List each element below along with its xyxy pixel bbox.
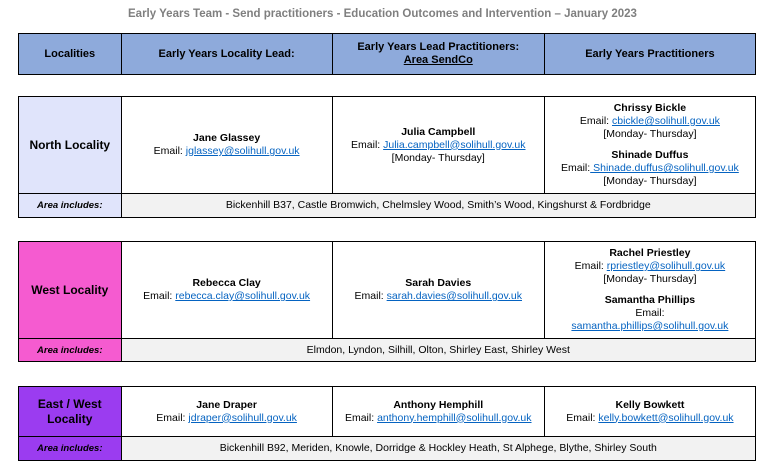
header-lead-practitioners (332, 34, 544, 75)
north-area-row (19, 194, 756, 218)
north-lead-practitioner-cell (332, 97, 544, 194)
west-lead-email-link[interactable]: rebecca.clay@solihull.gov.uk (175, 290, 311, 302)
east-locality-line1: East / West (37, 396, 102, 411)
east-main-row (19, 387, 756, 437)
west-practitioner-2-name: Samantha Phillips (604, 294, 696, 306)
north-practitioner-2-email-line (547, 162, 753, 175)
west-lead-name: Rebecca Clay (192, 277, 261, 289)
east-lead-practitioner-name: Anthony Hemphill (393, 398, 484, 411)
east-area-text: Bickenhill B92, Meriden, Knowle, Dorridge & Hockley Heath, St Alphege, Blythe, Shirley South (121, 437, 755, 461)
north-lead-email-line (124, 145, 330, 158)
west-practitioner-2-email-link[interactable]: samantha.phillips@solihull.gov.uk (571, 320, 729, 332)
east-locality-line2: Locality (47, 411, 93, 426)
north-lead-practitioner-days: [Monday- Thursday] (391, 151, 485, 164)
west-lead-cell (121, 242, 332, 339)
north-lead-name: Jane Glassey (193, 132, 261, 144)
north-lead-email-link[interactable]: jglassey@solihull.gov.uk (185, 145, 300, 157)
north-locality-name: North Locality (19, 97, 122, 194)
west-practitioner-2-email-line (547, 320, 753, 333)
header-lead-practitioners-label: Early Years Lead Practitioners: (357, 41, 520, 53)
header-practitioners: Early Years Practitioners (544, 34, 755, 75)
spacer (547, 141, 753, 149)
email-label: Email: (354, 290, 384, 302)
east-west-locality-name (19, 387, 122, 437)
north-practitioner-1-days: [Monday- Thursday] (603, 128, 697, 140)
north-lead-cell (121, 97, 332, 194)
north-practitioner-1-email-link[interactable]: cbickle@solihull.gov.uk (612, 115, 720, 127)
east-lead-email-line (124, 412, 330, 425)
document-title: Early Years Team - Send practitioners - Education Outcomes and Intervention – January 2023 (128, 8, 637, 20)
east-lead-practitioner-email-line (335, 412, 542, 425)
west-practitioner-2-email-label: Email: (635, 307, 665, 319)
east-practitioner-email-line (547, 412, 753, 425)
west-practitioner-1-email-line (547, 260, 753, 273)
east-practitioner-cell (544, 387, 755, 437)
north-area-text: Bickenhill B37, Castle Bromwich, Chelmsley Wood, Smith’s Wood, Kingshurst & Fordbridge (121, 194, 755, 218)
email-label: Email: (351, 138, 381, 151)
west-practitioners-cell (544, 242, 755, 339)
north-practitioner-1-name: Chrissy Bickle (613, 102, 687, 114)
west-lead-practitioner-email-link[interactable]: sarah.davies@solihull.gov.uk (386, 290, 522, 302)
north-locality-table (18, 96, 756, 218)
west-locality-table (18, 241, 756, 362)
east-area-row (19, 437, 756, 461)
header-locality-lead: Early Years Locality Lead: (121, 34, 332, 75)
east-lead-practitioner-cell (332, 387, 544, 437)
west-lead-practitioner-cell (332, 242, 544, 339)
email-label: Email: (143, 290, 173, 302)
west-practitioner-1-name: Rachel Priestley (609, 247, 691, 259)
email-label: Email: (156, 411, 186, 424)
north-practitioner-2-email-link[interactable]: Shinade.duffus@solihull.gov.uk (590, 162, 739, 174)
email-label: Email: (344, 411, 375, 424)
west-area-row (19, 339, 756, 362)
email-label: Email: (579, 115, 610, 127)
west-area-label: Area includes: (19, 339, 122, 362)
north-area-label: Area includes: (19, 194, 122, 218)
email-label: Email: (574, 260, 604, 272)
spacer (547, 286, 753, 294)
west-main-row (19, 242, 756, 339)
east-practitioner-name: Kelly Bowkett (615, 398, 685, 411)
header-table (18, 33, 756, 75)
north-lead-practitioner-email-link[interactable]: Julia.campbell@solihull.gov.uk (383, 138, 526, 151)
west-lead-practitioner-email-line (335, 290, 542, 303)
east-lead-email-link[interactable]: jdraper@solihull.gov.uk (188, 411, 297, 424)
north-practitioner-2-name: Shinade Duffus (611, 149, 689, 161)
email-label: Email: (153, 145, 183, 157)
west-lead-practitioner-name: Sarah Davies (405, 277, 472, 289)
email-label: Email: (561, 162, 591, 174)
header-row (19, 34, 756, 75)
east-lead-practitioner-email-link[interactable]: anthony.hemphill@solihull.gov.uk (377, 411, 532, 424)
header-area-sendco-label: Area SendCo (403, 54, 473, 66)
east-practitioner-email-link[interactable]: kelly.bowkett@solihull.gov.uk (598, 411, 734, 424)
east-lead-name: Jane Draper (196, 398, 257, 411)
north-practitioners-cell (544, 97, 755, 194)
north-lead-practitioner-name: Julia Campbell (401, 125, 476, 138)
west-practitioner-1-email-link[interactable]: rpriestley@solihull.gov.uk (606, 260, 726, 272)
west-practitioner-1-days: [Monday- Thursday] (603, 273, 697, 285)
east-lead-cell (121, 387, 332, 437)
email-label: Email: (566, 411, 596, 424)
header-localities: Localities (19, 34, 122, 75)
west-locality-name: West Locality (19, 242, 122, 339)
east-west-locality-table (18, 386, 756, 461)
west-lead-email-line (124, 290, 330, 303)
east-area-label: Area includes: (19, 437, 122, 461)
north-lead-practitioner-email-line (335, 139, 542, 152)
north-practitioner-2-days: [Monday- Thursday] (603, 175, 697, 187)
north-practitioner-1-email-line (547, 115, 753, 128)
west-area-text: Elmdon, Lyndon, Silhill, Olton, Shirley East, Shirley West (121, 339, 755, 362)
north-main-row (19, 97, 756, 194)
